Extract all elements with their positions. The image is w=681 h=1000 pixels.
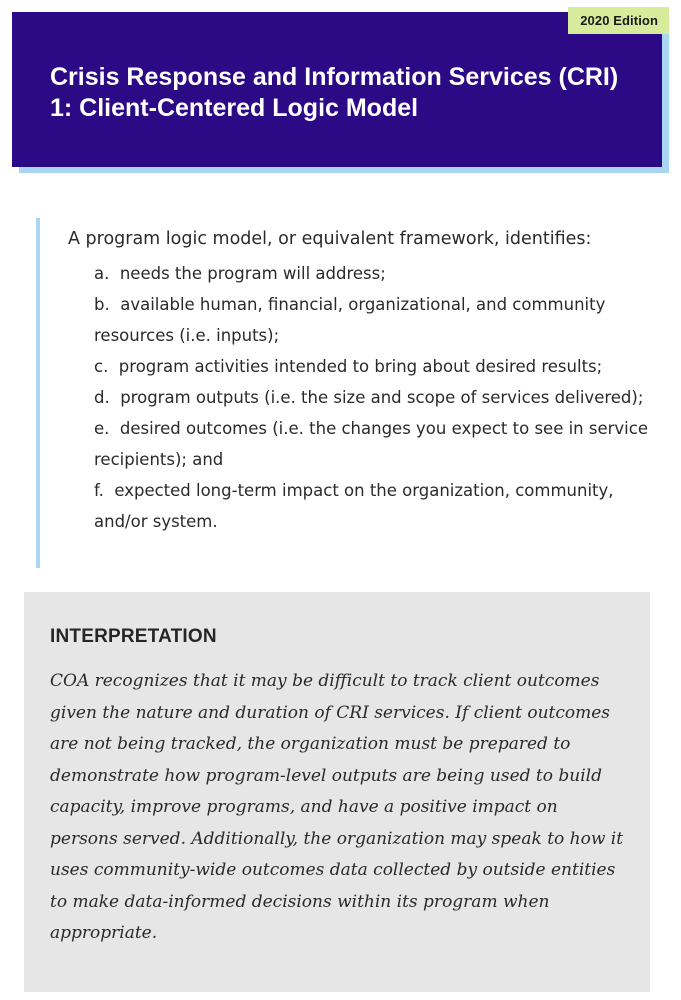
page-title: Crisis Response and Information Services (CRI) 1: Client-Centered Logic Model [50,63,619,122]
title-banner [12,12,662,167]
list-item: b. available human, financial, organizational, and community resources (i.e. inputs); [94,295,606,345]
list-item: f. expected long-term impact on the organization, community, and/or system. [94,481,614,531]
standard-list [68,258,666,537]
list-item: d. program outputs (i.e. the size and scope of services delivered); [94,388,644,407]
list-item: c. program activities intended to bring about desired results; [94,357,603,376]
interpretation-text: COA recognizes that it may be difficult to track client outcomes given the nature and duration of CRI services. If client outcomes are not being tracked, the organization must be prepared to demonstrate how program-level outputs are being used to build capacity, improve programs, and have a positive impact on persons served. Additionally, the organization may speak to how it uses community-wide outcomes data collected by outside entities to make data-informed decisions within its program when appropriate. [50,671,624,943]
standard-statement [36,218,666,568]
list-item: a. needs the program will address; [94,264,386,283]
edition-badge: 2020 Edition [568,7,669,34]
standard-lead-text: A program logic model, or equivalent framework, identifies: [68,229,592,249]
interpretation-box [24,592,650,992]
list-item: e. desired outcomes (i.e. the changes you expect to see in service recipients); and [94,419,648,469]
interpretation-heading: INTERPRETATION [50,626,217,647]
